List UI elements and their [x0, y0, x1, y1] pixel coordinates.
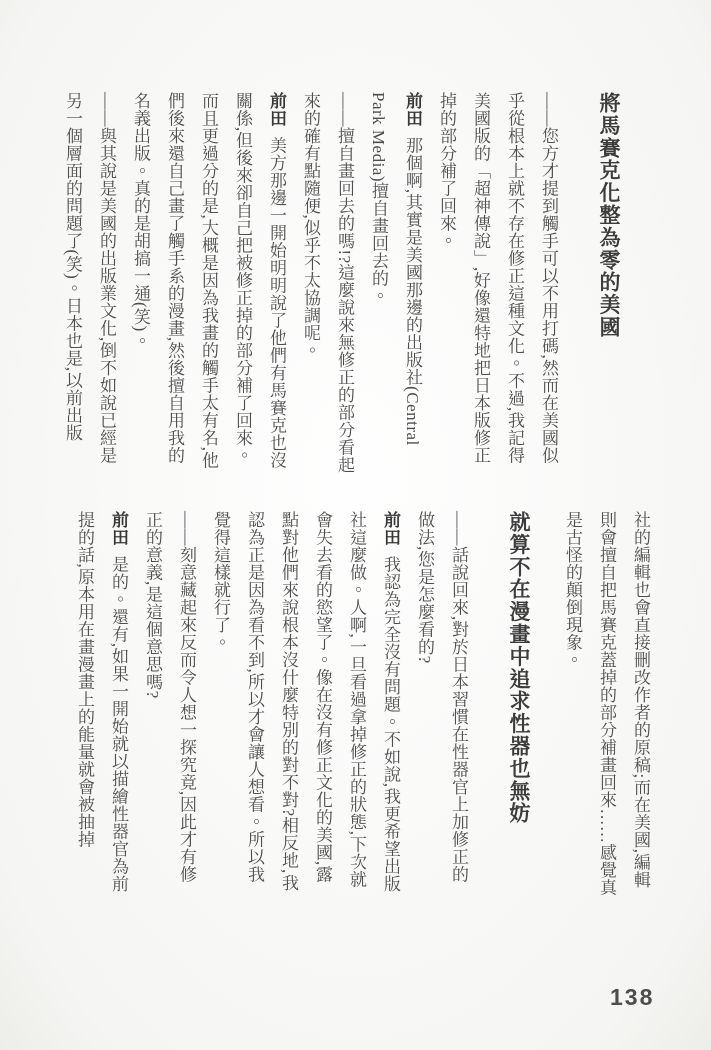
speaker-name: 前田 [403, 92, 422, 127]
paragraph-text: 美方那邊一開始明明說了他們有馬賽克也沒關係,但後來卻自己把被修正掉的部分補了回來。而且更過分的是,大概是因為我畫的觸手太有名,他們後來還自己畫了觸手系的漫畫,然後擅自用我的名義出版。真的是胡搞一通(笑)。 [131, 92, 286, 469]
paragraph [135, 511, 203, 899]
speaker-name: 前田 [381, 511, 400, 546]
continuation-paragraph [555, 511, 657, 899]
paragraph-text: 社的編輯也會直接刪改作者的原稿;而在美國,編輯則會擅自把馬賽克蓋掉的部分補畫回來……感覺真是古怪的顛倒現象。 [563, 511, 650, 896]
paragraph-text: ——刻意藏起來反而令人想一探究竟,因此才有修正的意義,是這個意思嗎? [143, 511, 196, 884]
paragraph [293, 92, 361, 480]
interview-section-us-mosaic [55, 92, 629, 480]
paragraph [55, 92, 123, 480]
paragraph [361, 92, 429, 480]
paragraph-text: 我認為完全沒有問題。不如說,我更希望出版社這麼做。人啊,一旦看過拿掉修正的狀態,下次就會失去看的慾望了。像在沒有修正文化的美國,露點對他們來說根本沒什麼特別的對不對?相反地,我認為正是因為看不到,所以才會讓人想看。所以我覺得這樣就行了。 [211, 511, 400, 893]
paragraph-text: ——與其說是美國的出版業文化,倒不如說已經是另一個層面的問題了(笑)。日本也是,以前出版 [63, 92, 116, 465]
interview-section-no-genitals [67, 511, 657, 899]
paragraph-text: ——您方才提到觸手可以不用打碼,然而在美國似乎從根本上就不存在修正這種文化。不過,我記得美國版的「超神傳說」,好像還特地把日本版修正掉的部分補了回來。 [437, 92, 558, 465]
paragraph [67, 511, 135, 899]
speaker-name: 前田 [267, 92, 286, 127]
section-heading: 將馬賽克化整為零的美國 [597, 92, 620, 339]
paragraph-text: ——話說回來,對於日本習慣在性器官上加修正的做法,您是怎麼看的? [415, 511, 468, 884]
page-number: 138 [610, 984, 655, 1010]
paragraph [123, 92, 293, 480]
section-heading: 就算不在漫畫中追求性器也無妨 [507, 511, 530, 825]
paragraph [407, 511, 475, 899]
paragraph-text: ——擅自畫回去的嗎!?這麼說來無修正的部分看起來的確有點隨便,似乎不太協調呢。 [301, 92, 354, 474]
paragraph-text: 那個啊,其實是美國那邊的出版社(Central Park Media)擅自畫回去的。 [369, 92, 422, 446]
paragraph [203, 511, 407, 899]
paragraph [429, 92, 565, 480]
speaker-name: 前田 [109, 511, 128, 546]
paragraph-text: 是的。還有,如果一開始就以描繪性器官為前提的話,原本用在畫漫畫上的能量就會被抽掉 [75, 511, 128, 893]
